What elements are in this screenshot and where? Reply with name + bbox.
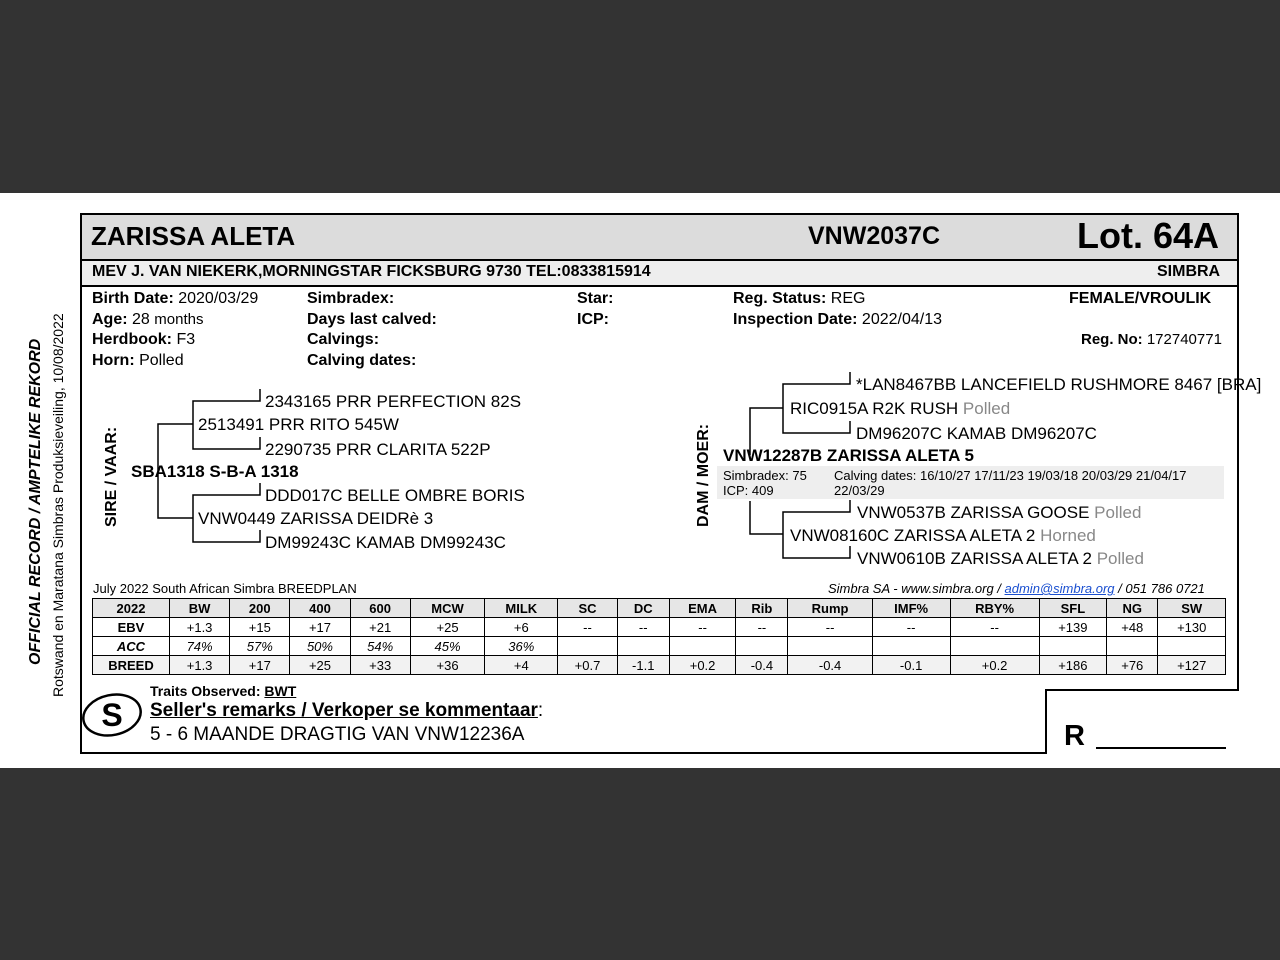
header-cell: 200 <box>230 599 290 618</box>
table-header-row <box>93 599 1226 618</box>
header-cell: Rib <box>736 599 788 618</box>
ebv-table <box>92 598 1226 675</box>
breed-label: SIMBRA <box>1157 263 1221 280</box>
table-cell: 74% <box>170 637 230 656</box>
table-cell <box>669 637 736 656</box>
dam-calving-dates: Calving dates: 16/10/27 17/11/23 19/03/18 20/03/29 21/04/17 <box>834 468 1187 483</box>
days-last-calved-label: Days last calved: <box>307 311 437 328</box>
auction-label: Rotswand en Maratana Simbras Produksieveiling, 10/08/2022 <box>50 313 66 697</box>
header-cell: IMF% <box>872 599 950 618</box>
table-cell: +139 <box>1039 618 1106 637</box>
dam-icp: ICP: 409 <box>723 483 774 498</box>
header-cell: Rump <box>788 599 872 618</box>
dam-dam-dam: VNW0610B ZARISSA ALETA 2 Polled <box>857 549 1144 568</box>
header-cell: 400 <box>290 599 350 618</box>
email-link[interactable]: admin@simbra.org <box>1004 581 1115 596</box>
table-cell: +186 <box>1039 656 1106 675</box>
table-cell: +6 <box>485 618 558 637</box>
table-cell: -1.1 <box>617 656 669 675</box>
table-cell: 45% <box>410 637 485 656</box>
table-cell: +1.3 <box>170 656 230 675</box>
table-cell: 36% <box>485 637 558 656</box>
sire-dam-dam: DM99243C KAMAB DM99243C <box>265 533 506 552</box>
table-cell: -0.4 <box>788 656 872 675</box>
table-cell: 50% <box>290 637 350 656</box>
sire-sire: 2513491 PRR RITO 545W <box>198 415 399 434</box>
header-cell: 600 <box>350 599 410 618</box>
dam-sire: RIC0915A R2K RUSH Polled <box>790 399 1011 418</box>
svg-text:S: S <box>101 697 123 733</box>
table-cell: +0.2 <box>950 656 1039 675</box>
table-cell: +17 <box>290 618 350 637</box>
table-cell: +76 <box>1107 656 1158 675</box>
dam-calving-dates-cont: 22/03/29 <box>834 483 885 498</box>
table-cell <box>1039 637 1106 656</box>
table-cell: +127 <box>1158 656 1226 675</box>
sire: SBA1318 S-B-A 1318 <box>131 462 299 481</box>
table-cell <box>1107 637 1158 656</box>
table-cell: 54% <box>350 637 410 656</box>
table-cell: -- <box>788 618 872 637</box>
calvings-label: Calvings: <box>307 331 380 348</box>
signature-line <box>1096 747 1226 749</box>
table-cell <box>950 637 1039 656</box>
age: Age: 28 months <box>92 311 204 328</box>
header-cell: MILK <box>485 599 558 618</box>
table-cell <box>558 637 617 656</box>
row-label: EBV <box>93 618 170 637</box>
dam-sire-sire: *LAN8467BB LANCEFIELD RUSHMORE 8467 [BRA] <box>856 375 1262 394</box>
animal-id: VNW2037C <box>808 222 940 250</box>
dam: VNW12287B ZARISSA ALETA 5 <box>723 446 974 465</box>
header-cell: SFL <box>1039 599 1106 618</box>
table-cell: +48 <box>1107 618 1158 637</box>
r-label: R <box>1064 720 1085 752</box>
inspection-date: Inspection Date: 2022/04/13 <box>733 311 942 328</box>
contact-line: Simbra SA - www.simbra.org / admin@simbra.org / 051 786 0721 <box>828 581 1205 596</box>
icp-label: ICP: <box>577 311 609 328</box>
sire-sire-sire: 2343165 PRR PERFECTION 82S <box>265 392 522 411</box>
calving-dates-label: Calving dates: <box>307 352 417 369</box>
horn: Horn: Polled <box>92 352 184 369</box>
table-cell <box>736 637 788 656</box>
header-cell: DC <box>617 599 669 618</box>
animal-name: ZARISSA ALETA <box>91 221 296 251</box>
star-label: Star: <box>577 290 614 307</box>
table-cell <box>788 637 872 656</box>
table-cell: +17 <box>230 656 290 675</box>
table-cell: +0.7 <box>558 656 617 675</box>
header-cell: MCW <box>410 599 485 618</box>
birth-date: Birth Date: 2020/03/29 <box>92 290 259 307</box>
official-record-label: OFFICIAL RECORD / AMPTELIKE REKORD <box>27 338 44 665</box>
sex: FEMALE/VROULIK <box>1069 290 1212 307</box>
table-cell: -0.1 <box>872 656 950 675</box>
reg-status: Reg. Status: REG <box>733 290 866 307</box>
table-cell: +15 <box>230 618 290 637</box>
table-cell: -- <box>950 618 1039 637</box>
header-cell: 2022 <box>93 599 170 618</box>
table-cell: -0.4 <box>736 656 788 675</box>
table-row-breed <box>93 656 1226 675</box>
table-cell: +21 <box>350 618 410 637</box>
table-cell: +4 <box>485 656 558 675</box>
traits-observed: Traits Observed: BWT <box>150 683 297 699</box>
table-cell: -- <box>872 618 950 637</box>
table-cell: +36 <box>410 656 485 675</box>
table-cell: -- <box>669 618 736 637</box>
sire-sire-dam: 2290735 PRR CLARITA 522P <box>265 440 491 459</box>
dam-sire-dam: DM96207C KAMAB DM96207C <box>856 424 1097 443</box>
header-cell: SC <box>558 599 617 618</box>
table-row-ebv <box>93 618 1226 637</box>
table-cell: +33 <box>350 656 410 675</box>
row-label: ACC <box>93 637 170 656</box>
table-cell <box>1158 637 1226 656</box>
table-cell: -- <box>558 618 617 637</box>
row-label: BREED <box>93 656 170 675</box>
sire-label: SIRE / VAAR: <box>103 426 120 527</box>
table-cell: -- <box>736 618 788 637</box>
table-cell: +0.2 <box>669 656 736 675</box>
header-cell: NG <box>1107 599 1158 618</box>
simbra-logo-icon <box>80 688 146 738</box>
table-cell <box>872 637 950 656</box>
simbradex-label: Simbradex: <box>307 290 395 307</box>
table-cell <box>617 637 669 656</box>
header-cell: BW <box>170 599 230 618</box>
table-row-acc <box>93 637 1226 656</box>
breedplan-label: July 2022 South African Simbra BREEDPLAN <box>93 581 357 596</box>
lot-number: Lot. 64A <box>1077 215 1220 256</box>
table-cell: +130 <box>1158 618 1226 637</box>
table-cell: +25 <box>410 618 485 637</box>
table-cell: -- <box>617 618 669 637</box>
table-cell: +25 <box>290 656 350 675</box>
herdbook: Herdbook: F3 <box>92 331 196 348</box>
header-cell: RBY% <box>950 599 1039 618</box>
owner-details: MEV J. VAN NIEKERK,MORNINGSTAR FICKSBURG 9730 TEL:0833815914 <box>92 263 651 280</box>
dam-dam-sire: VNW0537B ZARISSA GOOSE Polled <box>857 503 1142 522</box>
dam-simbradex: Simbradex: 75 <box>723 468 807 483</box>
reg-no: Reg. No: 172740771 <box>1081 331 1222 348</box>
sire-dam-sire: DDD017C BELLE OMBRE BORIS <box>265 486 525 505</box>
sire-dam: VNW0449 ZARISSA DEIDRè 3 <box>198 509 434 528</box>
seller-remarks-text: 5 - 6 MAANDE DRAGTIG VAN VNW12236A <box>150 724 525 745</box>
table-cell: +1.3 <box>170 618 230 637</box>
table-cell: 57% <box>230 637 290 656</box>
header-cell: EMA <box>669 599 736 618</box>
dam-dam: VNW08160C ZARISSA ALETA 2 Horned <box>790 526 1096 545</box>
seller-remarks-label: Seller's remarks / Verkoper se kommentaar: <box>150 700 544 721</box>
header-cell: SW <box>1158 599 1226 618</box>
dam-label: DAM / MOER: <box>695 423 712 527</box>
